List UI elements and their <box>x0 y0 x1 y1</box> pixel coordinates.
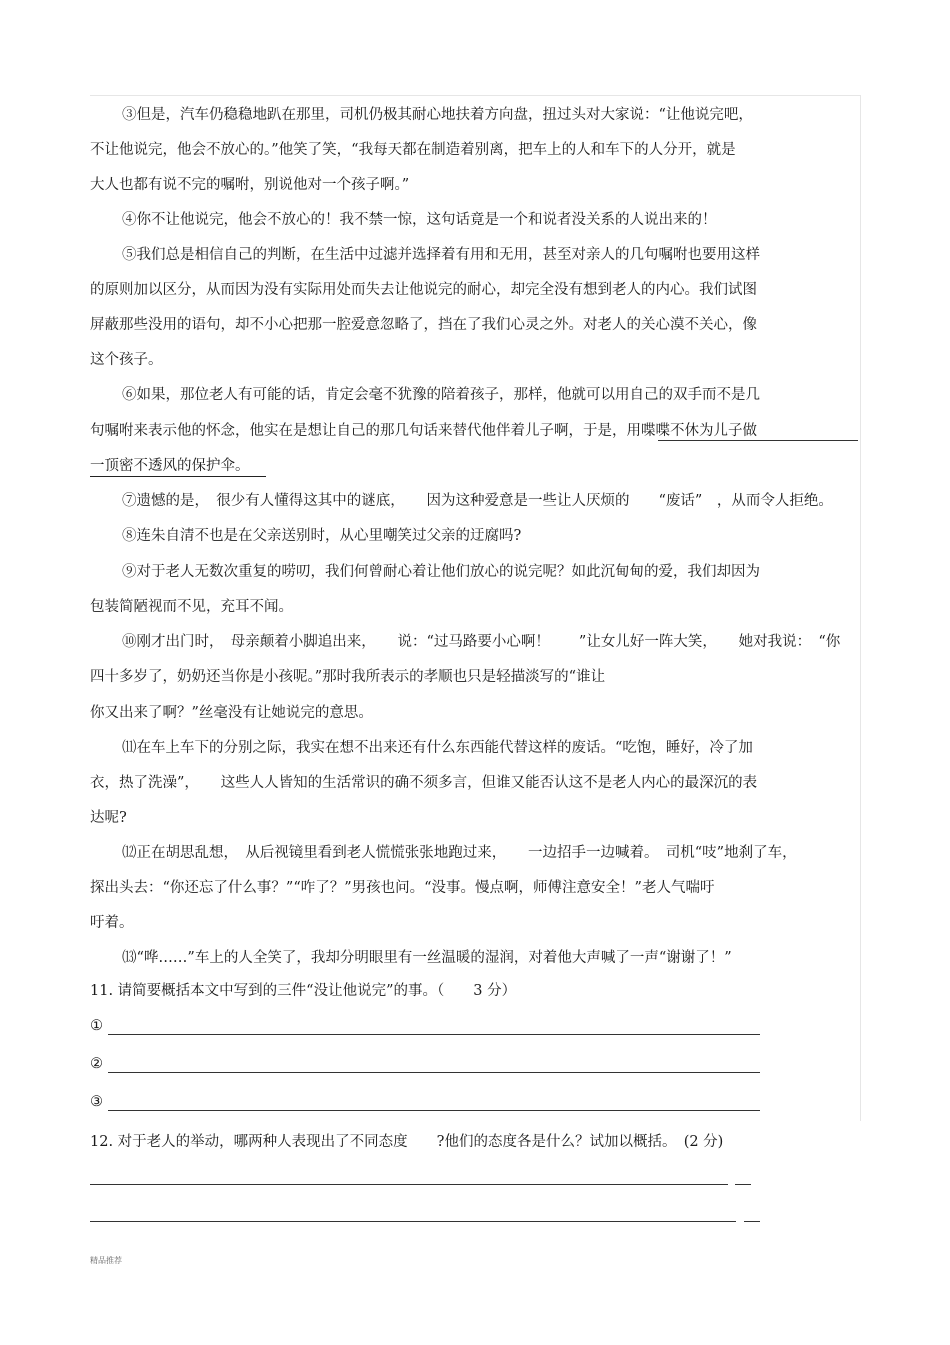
paragraph-7-line-1: ⑦遗憾的是， 很少有人懂得这其中的谜底， 因为这种爱意是一些让人厌烦的 “废话” ，从而令人拒绝。 <box>122 493 833 509</box>
paragraph-11-line-3: 达呢? <box>90 810 127 826</box>
answer-line-4[interactable] <box>90 1184 728 1185</box>
paragraph-12-line-1: ⑿正在胡思乱想， 从后视镜里看到老人慌慌张张地跑过来， 一边招手一边喊着。 司机“吱”地刹了车， <box>122 845 797 861</box>
paragraph-5-line-2: 的原则加以区分，从而因为没有实际用处而失去让他说完的耐心，却完全没有想到老人的内心。我们试图 <box>90 282 757 298</box>
question-12: 12. 对于老人的举动，哪两种人表现出了不同态度 ?他们的态度各是什么？试加以概括。 (2 分) <box>90 1134 724 1150</box>
paragraph-4-line-1: ④你不让他说完，他会不放心的！我不禁一惊，这句话竟是一个和说者没关系的人说出来的！ <box>122 212 717 228</box>
paragraph-3-line-2: 不让他说完，他会不放心的。”他笑了笑，“我每天都在制造着别离，把车上的人和车下的人分开，就是 <box>90 142 736 158</box>
paragraph-5-line-3: 屏蔽那些没用的语句，却不小心把那一腔爱意忽略了，挡在了我们心灵之外。对老人的关心漠不关心，像 <box>90 317 757 333</box>
answer-line-4-tail <box>735 1184 751 1185</box>
answer-line-2[interactable] <box>108 1072 760 1073</box>
footer-text: 精品推荐 <box>90 1256 122 1265</box>
paragraph-6-line-2-text: 句嘱咐来表示他的怀念，他实在是想让自己的那几句话来替代他伴着儿子啊，于是， <box>90 423 627 439</box>
paragraph-12-line-2: 探出头去：“你还忘了什么事？”“咋了？”男孩也问。“没事。慢点啊，师傅注意安全！”老人气喘吁 <box>90 880 715 896</box>
answer-line-1[interactable] <box>108 1034 760 1035</box>
answer-line-5-tail <box>744 1221 760 1222</box>
paragraph-11-line-2: 衣，热了洗澡”， 这些人人皆知的生活常识的确不须多言，但谁又能否认这不是老人内心的最深沉的表 <box>90 775 758 791</box>
paragraph-13-line-1: ⒀“哗……”车上的人全笑了，我却分明眼里有一丝温暖的湿润，对着他大声喊了一声“谢谢了！” <box>122 950 732 966</box>
paragraph-3-line-1: ③但是，汽车仍稳稳地趴在那里，司机仍极其耐心地扶着方向盘，扭过头对大家说：“让他说完吧， <box>122 107 753 123</box>
answer-mark-2: ② <box>90 1056 103 1072</box>
paragraph-9-line-1: ⑨对于老人无数次重复的唠叨，我们何曾耐心着让他们放心的说完呢？如此沉甸甸的爱，我们却因为 <box>122 564 760 580</box>
paragraph-11-line-1: ⑾在车上车下的分别之际，我实在想不出来还有什么东西能代替这样的废话。“吃饱，睡好，冷了加 <box>122 740 753 756</box>
paragraph-12-line-3: 吁着。 <box>90 915 134 931</box>
answer-mark-3: ③ <box>90 1094 103 1110</box>
paragraph-3-line-3: 大人也都有说不完的嘱咐，别说他对一个孩子啊。” <box>90 177 410 193</box>
answer-line-3[interactable] <box>108 1110 760 1111</box>
answer-line-5[interactable] <box>90 1221 736 1222</box>
paragraph-10-line-3: 你又出来了啊？”丝毫没有让她说完的意思。 <box>90 705 373 721</box>
question-11: 11. 请简要概括本文中写到的三件“没让他说完”的事。（ 3 分） <box>90 983 517 999</box>
underline-mark <box>658 440 858 441</box>
paragraph-6-line-3: 一顶密不透风的保护伞。 <box>90 456 266 477</box>
answer-mark-1: ① <box>90 1018 103 1034</box>
paragraph-6-line-1: ⑥如果，那位老人有可能的话，肯定会毫不犹豫的陪着孩子，那样，他就可以用自己的双手而不是几 <box>122 387 760 403</box>
paragraph-9-line-2: 包装简陋视而不见，充耳不闻。 <box>90 599 293 615</box>
underlined-phrase: 用喋喋不休为儿子做 <box>626 423 757 439</box>
paragraph-10-line-1: ⑩刚才出门时， 母亲颠着小脚追出来， 说：“过马路要小心啊！ ”让女儿好一阵大笑， 她对我说： “你 <box>122 634 841 650</box>
paragraph-6-line-2 <box>90 421 757 441</box>
paragraph-5-line-1: ⑤我们总是相信自己的判断，在生活中过滤并选择着有用和无用，甚至对亲人的几句嘱咐也要用这样 <box>122 247 760 263</box>
paragraph-5-line-4: 这个孩子。 <box>90 352 163 368</box>
paragraph-10-line-2: 四十多岁了，奶奶还当你是小孩呢。”那时我所表示的孝顺也只是轻描淡写的“谁让 <box>90 669 606 685</box>
paragraph-8-line-1: ⑧连朱自清不也是在父亲送别时，从心里嘲笑过父亲的迂腐吗? <box>122 528 522 544</box>
